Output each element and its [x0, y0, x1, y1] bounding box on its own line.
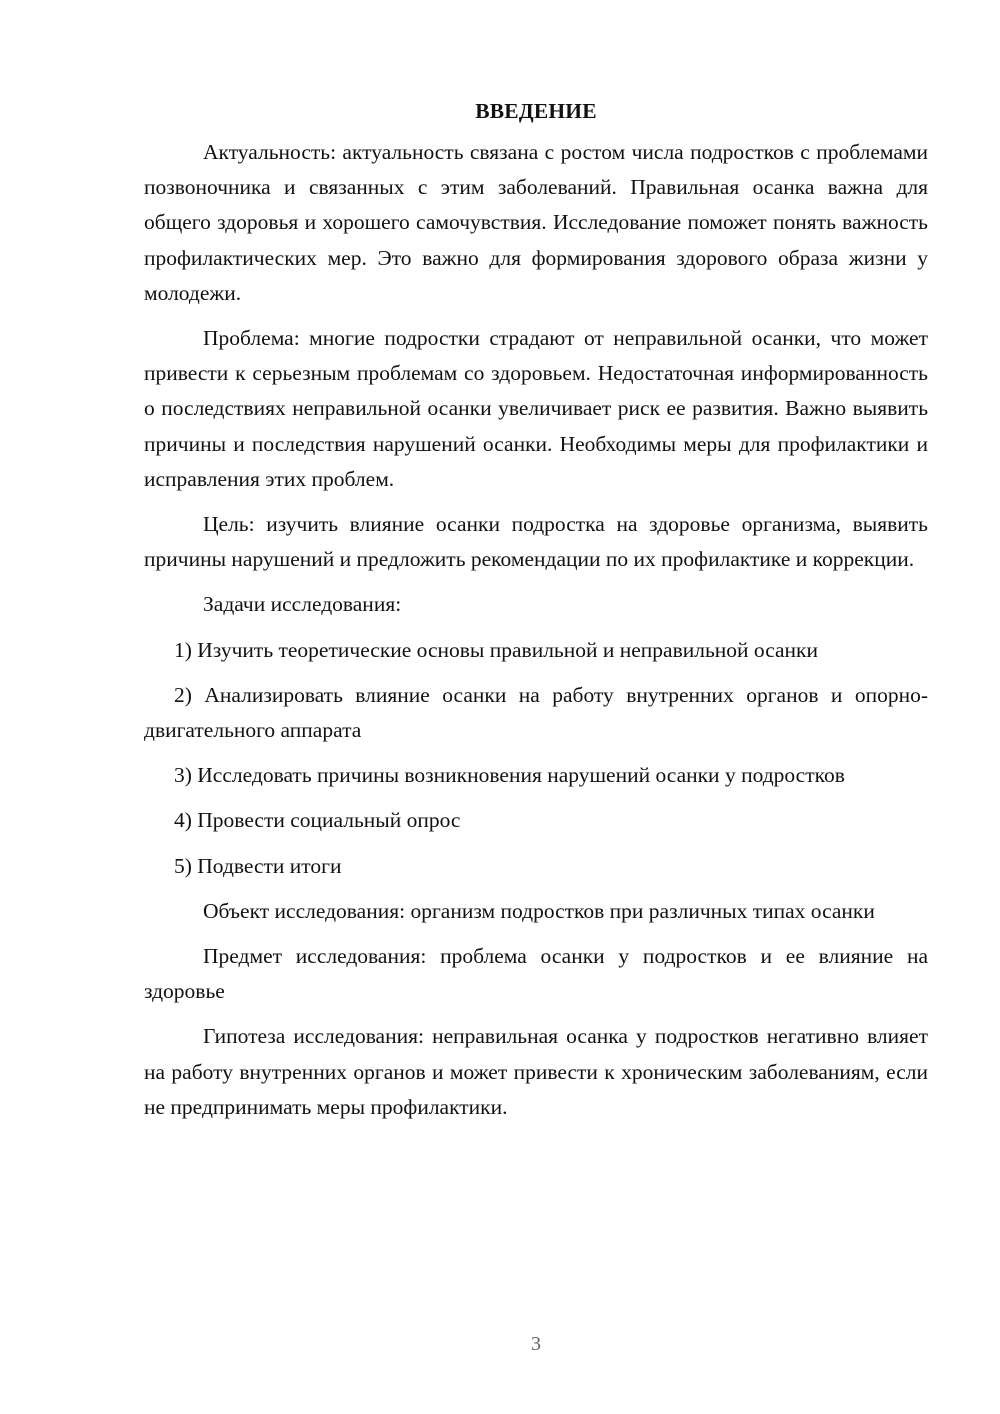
- page-title: ВВЕДЕНИЕ: [475, 99, 597, 123]
- task-item-5: 5) Подвести итоги: [174, 853, 342, 878]
- task-item-3: 3) Исследовать причины возникновения нарушений осанки у подростков: [174, 763, 845, 788]
- paragraph-subject: Предмет исследования: проблема осанки у подростков и ее влияние на здоровье: [144, 944, 928, 1004]
- page-content: [144, 96, 928, 1135]
- page-number: 3: [531, 1333, 541, 1355]
- task-item-2: 2) Анализировать влияние осанки на работу внутренних органов и опорно-двигательного аппарата: [144, 682, 928, 743]
- task-item-1: 1) Изучить теоретические основы правильной и неправильной осанки: [174, 637, 819, 662]
- paragraph-hypothesis: Гипотеза исследования: неправильная осанка у подростков негативно влияет на работу внутренних органов и может привести к хроническим заболеваниям, если не предпринимать меры профилактики.: [144, 1024, 928, 1119]
- paragraph-goal: Цель: изучить влияние осанки подростка на здоровье организма, выявить причины нарушений и предложить рекомендации по их профилактике и коррекции.: [144, 512, 928, 572]
- paragraph-problem: Проблема: многие подростки страдают от неправильной осанки, что может привести к серьезным проблемам со здоровьем. Недостаточная информированность о последствиях неправильной осанки увеличивает риск ее развития. Важно выявить причины и последствия нарушений осанки. Необходимы меры для профилактики и исправления этих проблем.: [144, 326, 928, 491]
- tasks-heading: Задачи исследования:: [203, 592, 402, 617]
- paragraph-relevance: Актуальность: актуальность связана с ростом числа подростков с проблемами позвоночника и связанных с этим заболеваний. Правильная осанка важна для общего здоровья и хорошего самочувствия. Исследование поможет понять важность профилактических мер. Это важно для формирования здорового образа жизни у молодежи.: [144, 140, 928, 305]
- paragraph-object: Объект исследования: организм подростков при различных типах осанки: [203, 898, 875, 923]
- task-item-4: 4) Провести социальный опрос: [174, 808, 461, 833]
